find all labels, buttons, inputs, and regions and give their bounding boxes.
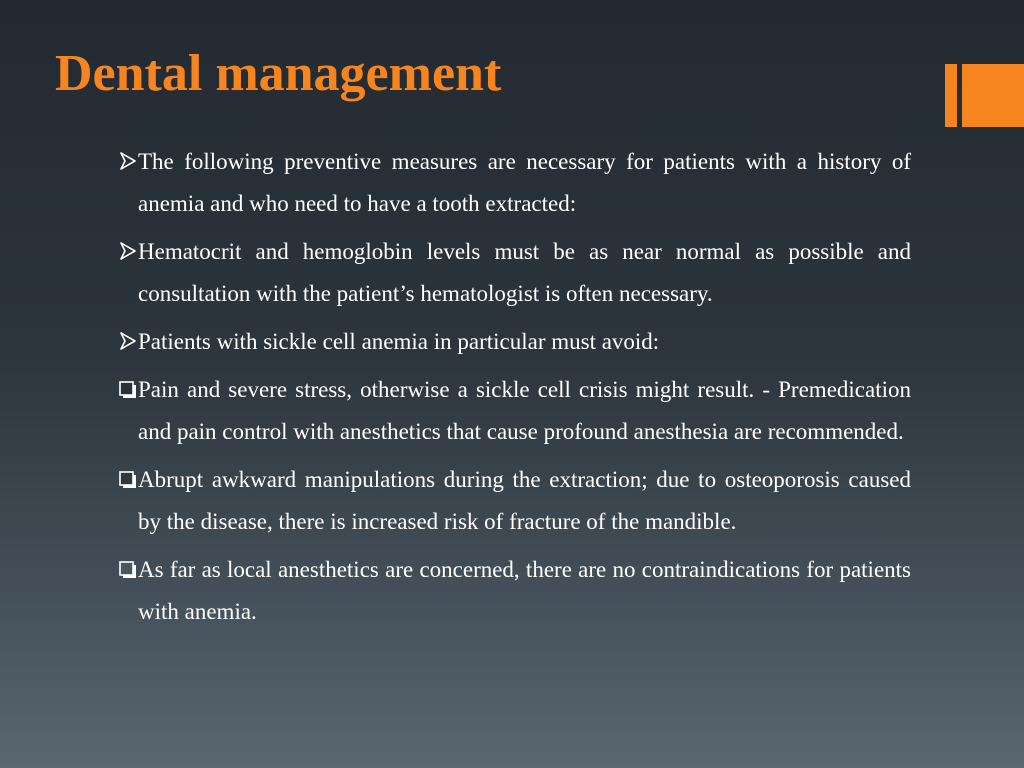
accent-bar-thin <box>945 64 957 127</box>
bullet-text: The following preventive measures are necessary for patients with a history of anemia and who need to have a tooth extracted: <box>138 149 911 216</box>
bullet-text: As far as local anesthetics are concerned, there are no contraindications for patients with anemia. <box>138 557 911 624</box>
arrow-bullet-icon <box>118 231 138 273</box>
bullet-item <box>116 141 911 225</box>
bullet-item <box>116 321 911 363</box>
bullet-list <box>116 141 911 639</box>
slide-title: Dental management <box>55 45 502 102</box>
bullet-text: Abrupt awkward manipulations during the extraction; due to osteoporosis caused by the disease, there is increased risk of fracture of the mandible. <box>138 467 911 534</box>
bullet-text: Pain and severe stress, otherwise a sickle cell crisis might result. - Premedication and pain control with anesthetics that cause profound anesthesia are recommended. <box>138 377 911 444</box>
arrow-bullet-icon <box>118 141 138 183</box>
accent-bar-wide <box>962 64 1024 127</box>
bullet-text: Hematocrit and hemoglobin levels must be as near normal as possible and consultation with the patient’s hematologist is often necessary. <box>138 239 911 306</box>
bullet-item <box>116 369 911 453</box>
bullet-text: Patients with sickle cell anemia in particular must avoid: <box>138 329 660 354</box>
checkbox-bullet-icon <box>118 549 138 591</box>
bullet-item <box>116 459 911 543</box>
checkbox-bullet-icon <box>118 459 138 501</box>
bullet-item <box>116 549 911 633</box>
arrow-bullet-icon <box>118 321 138 363</box>
checkbox-bullet-icon <box>118 369 138 411</box>
bullet-item <box>116 231 911 315</box>
